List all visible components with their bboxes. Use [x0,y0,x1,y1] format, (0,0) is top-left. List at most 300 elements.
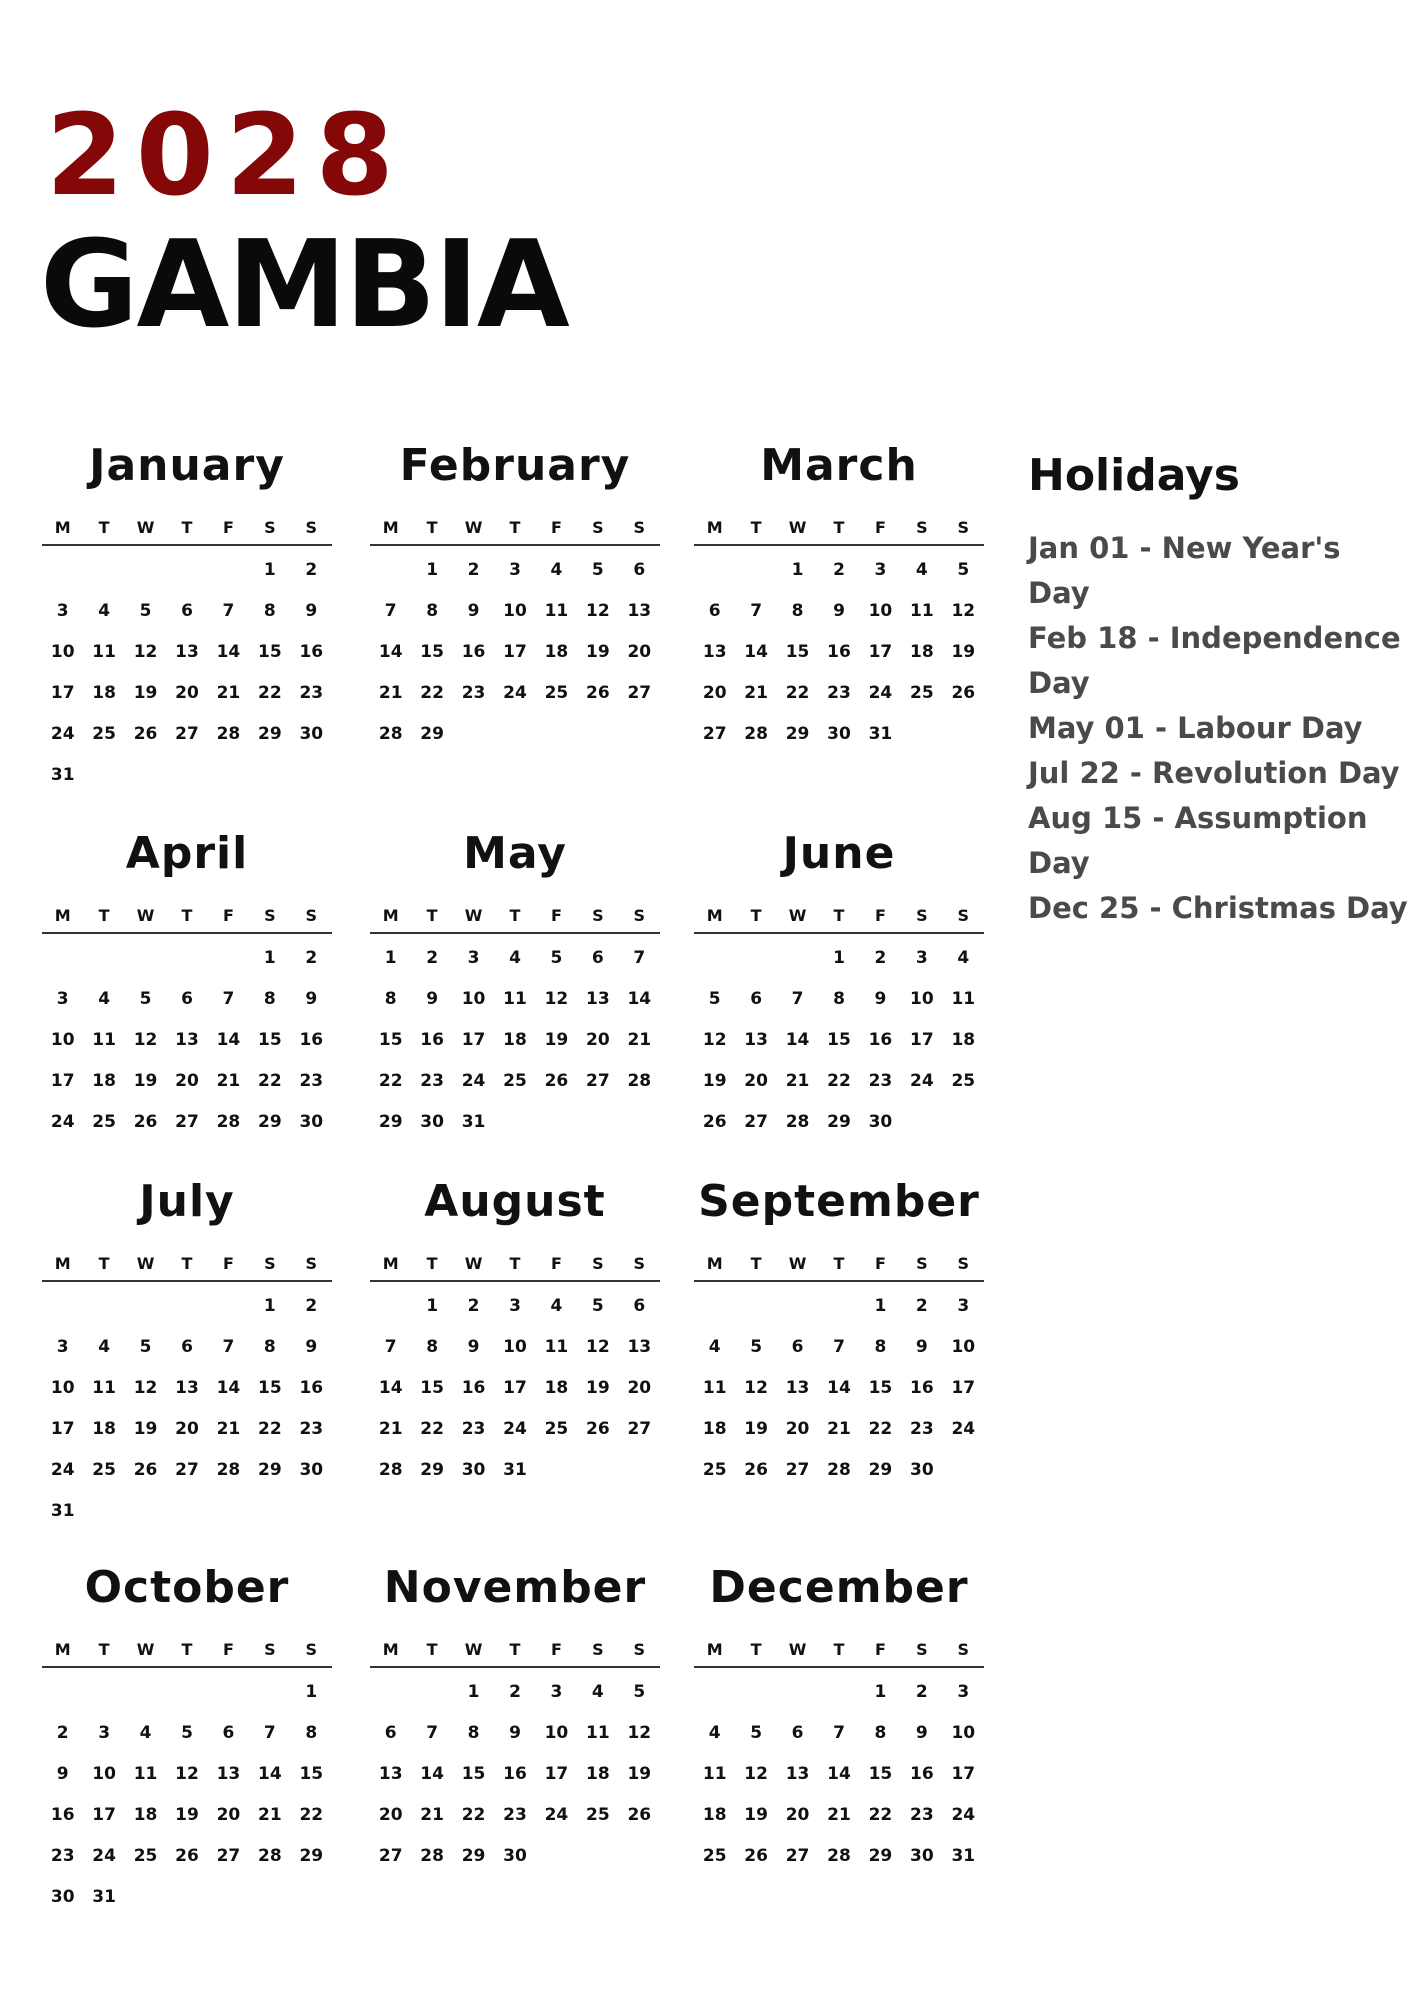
day-cell: 15 [868,1378,893,1398]
day-cell: 27 [586,1071,610,1091]
empty-cell [42,1286,83,1327]
month-title: July [139,1176,235,1227]
weekday-label: S [916,1254,928,1273]
day-cell: 26 [586,1419,610,1439]
weekday-label: S [957,906,970,925]
day-cell: 10 [50,642,75,662]
day-cell: 6 [181,1337,193,1357]
day-grid [42,1282,332,1532]
day-cell: 17 [461,1030,486,1050]
weekday-label: W [464,1640,483,1659]
day-cell: 10 [910,989,934,1009]
day-cell: 11 [702,1378,727,1398]
day-cell: 13 [175,1378,199,1398]
day-cell: 15 [258,642,282,662]
day-cell: 28 [378,1460,403,1480]
weekday-label: F [550,1254,562,1273]
day-cell: 20 [175,683,199,703]
day-cell: 11 [910,601,934,621]
day-grid [694,934,984,1143]
day-cell: 31 [503,1460,527,1480]
day-cell: 15 [420,1378,444,1398]
weekday-label: S [592,1254,604,1273]
day-cell: 28 [216,1112,241,1132]
month-october [42,1556,332,1918]
day-cell: 1 [426,560,439,580]
day-cell: 7 [222,601,235,621]
day-cell: 21 [627,1030,652,1050]
day-cell: 15 [827,1030,851,1050]
day-cell: 16 [910,1764,934,1784]
day-cell: 30 [50,1887,75,1907]
weekday-label: T [833,1254,845,1273]
day-cell: 5 [591,560,604,580]
day-cell: 28 [420,1846,444,1866]
day-cell: 1 [263,560,276,580]
day-cell: 15 [258,1378,282,1398]
empty-cell [42,550,83,591]
weekday-header [694,900,984,934]
empty-cell [694,1286,735,1327]
day-grid [42,934,332,1143]
day-cell: 24 [50,1460,75,1480]
day-cell: 13 [785,1764,810,1784]
weekday-header [42,1248,332,1282]
day-cell: 22 [299,1805,324,1825]
day-cell: 25 [951,1071,976,1091]
day-cell: 16 [461,1378,486,1398]
holiday-item: Dec 25 - Christmas Day [1028,891,1408,925]
day-cell: 20 [627,1378,652,1398]
weekday-label: M [54,906,71,925]
holidays-list [1028,526,1408,931]
day-cell: 5 [181,1723,193,1743]
day-cell: 10 [50,1030,75,1050]
weekday-label: T [181,906,193,925]
day-cell: 31 [868,724,893,744]
day-cell: 19 [951,642,976,662]
day-cell: 12 [586,1337,610,1357]
weekday-header [42,512,332,546]
day-cell: 11 [133,1764,158,1784]
day-cell: 8 [263,601,276,621]
empty-cell [370,1672,411,1713]
weekday-label: T [509,906,521,925]
day-cell: 27 [175,1460,199,1480]
day-cell: 6 [633,1296,646,1316]
day-cell: 26 [133,1112,158,1132]
day-cell: 14 [744,642,768,662]
empty-cell [42,938,83,979]
day-cell: 23 [299,1419,324,1439]
day-cell: 19 [702,1071,727,1091]
day-cell: 14 [827,1378,851,1398]
day-grid [370,546,660,755]
weekday-label: M [382,1640,399,1659]
empty-cell [777,938,818,979]
weekday-label: T [98,518,110,537]
day-cell: 10 [951,1723,976,1743]
day-cell: 24 [92,1846,116,1866]
day-cell: 2 [833,560,845,580]
day-cell: 6 [384,1723,397,1743]
day-cell: 15 [420,642,444,662]
day-cell: 2 [874,948,887,968]
day-cell: 8 [263,989,276,1009]
day-cell: 15 [868,1764,893,1784]
day-cell: 30 [827,724,851,744]
day-cell: 26 [702,1112,727,1132]
empty-cell [208,550,249,591]
day-cell: 31 [50,1501,75,1521]
day-cell: 21 [827,1805,851,1825]
weekday-label: T [509,1254,521,1273]
weekday-label: S [916,906,928,925]
day-cell: 19 [627,1764,652,1784]
month-title: August [424,1176,606,1227]
day-cell: 12 [627,1723,652,1743]
day-cell: 15 [258,1030,282,1050]
holiday-item: May 01 - Labour Day [1028,711,1363,745]
day-cell: 5 [957,560,970,580]
weekday-label: S [264,518,276,537]
day-cell: 5 [139,1337,152,1357]
empty-cell [777,1286,818,1327]
day-cell: 1 [833,948,845,968]
day-cell: 11 [951,989,976,1009]
day-cell: 14 [216,1030,241,1050]
day-cell: 12 [133,642,158,662]
day-cell: 8 [305,1723,318,1743]
day-cell: 29 [461,1846,486,1866]
day-cell: 21 [785,1071,810,1091]
day-cell: 7 [791,989,804,1009]
day-cell: 14 [420,1764,444,1784]
day-cell: 19 [133,1071,158,1091]
day-cell: 10 [868,601,893,621]
weekday-label: S [305,906,318,925]
day-cell: 3 [98,1723,111,1743]
empty-cell [83,938,124,979]
empty-cell [370,550,411,591]
day-cell: 11 [702,1764,727,1784]
day-grid [370,934,660,1143]
day-cell: 4 [98,989,111,1009]
country-title: GAMBIA [40,216,568,355]
weekday-label: T [833,906,845,925]
day-cell: 12 [544,989,569,1009]
day-cell: 19 [586,1378,610,1398]
weekday-label: S [592,518,604,537]
day-cell: 28 [258,1846,282,1866]
empty-cell [370,1286,411,1327]
day-cell: 25 [544,683,569,703]
day-cell: 24 [951,1419,976,1439]
day-cell: 28 [216,724,241,744]
day-cell: 17 [910,1030,934,1050]
day-cell: 9 [509,1723,521,1743]
day-cell: 22 [420,1419,444,1439]
day-cell: 29 [420,724,444,744]
day-cell: 20 [175,1419,199,1439]
empty-cell [735,1286,776,1327]
day-cell: 19 [544,1030,569,1050]
weekday-label: F [550,906,562,925]
day-cell: 22 [258,683,282,703]
day-cell: 29 [258,1112,282,1132]
day-cell: 23 [868,1071,893,1091]
day-cell: 19 [175,1805,199,1825]
day-cell: 6 [791,1337,804,1357]
day-cell: 9 [56,1764,69,1784]
day-cell: 24 [544,1805,569,1825]
day-cell: 30 [461,1460,486,1480]
day-cell: 4 [550,1296,563,1316]
empty-cell [735,938,776,979]
day-cell: 28 [627,1071,652,1091]
day-cell: 14 [216,642,241,662]
day-cell: 29 [299,1846,324,1866]
day-cell: 9 [305,601,318,621]
day-cell: 22 [868,1805,893,1825]
day-cell: 18 [544,642,569,662]
day-cell: 9 [833,601,845,621]
day-cell: 24 [50,1112,75,1132]
day-cell: 27 [627,1419,652,1439]
day-cell: 9 [915,1723,928,1743]
day-cell: 28 [827,1460,851,1480]
day-cell: 26 [744,1460,768,1480]
day-cell: 27 [627,683,652,703]
day-cell: 6 [181,601,193,621]
weekday-label: W [136,1640,155,1659]
day-cell: 21 [378,683,403,703]
day-cell: 28 [216,1460,241,1480]
day-cell: 18 [544,1378,569,1398]
empty-cell [208,1672,249,1713]
day-cell: 30 [299,1112,324,1132]
day-cell: 13 [586,989,610,1009]
empty-cell [166,1672,207,1713]
weekday-header [42,900,332,934]
empty-cell [694,550,735,591]
weekday-label: M [706,906,723,925]
empty-cell [83,550,124,591]
day-cell: 6 [708,601,721,621]
weekday-label: S [957,1254,970,1273]
weekday-header [694,1634,984,1668]
weekday-label: M [54,1254,71,1273]
day-cell: 25 [586,1805,610,1825]
day-cell: 1 [426,1296,439,1316]
day-cell: 20 [785,1419,810,1439]
day-cell: 16 [461,642,486,662]
weekday-label: S [633,1640,646,1659]
day-cell: 2 [305,560,318,580]
day-cell: 25 [92,1112,116,1132]
day-cell: 11 [92,642,116,662]
day-cell: 3 [56,1337,69,1357]
day-cell: 23 [299,683,324,703]
month-november [370,1556,660,1877]
day-cell: 6 [633,560,646,580]
day-cell: 26 [133,1460,158,1480]
day-cell: 23 [910,1805,934,1825]
day-cell: 7 [426,1723,439,1743]
day-cell: 30 [420,1112,444,1132]
day-cell: 5 [139,601,152,621]
empty-cell [735,1672,776,1713]
day-cell: 30 [868,1112,893,1132]
weekday-label: W [136,518,155,537]
weekday-label: T [181,518,193,537]
month-title: December [709,1562,969,1613]
day-cell: 29 [258,1460,282,1480]
day-cell: 14 [378,642,403,662]
weekday-label: S [633,1254,646,1273]
weekday-header [694,512,984,546]
empty-cell [694,1672,735,1713]
day-grid [370,1282,660,1491]
day-cell: 2 [467,560,480,580]
day-cell: 8 [791,601,804,621]
day-cell: 22 [785,683,810,703]
month-title: June [782,828,896,879]
day-cell: 1 [305,1682,318,1702]
day-cell: 8 [467,1723,480,1743]
day-cell: 11 [92,1030,116,1050]
day-cell: 9 [915,1337,928,1357]
day-cell: 9 [305,989,318,1009]
day-cell: 13 [175,642,199,662]
day-cell: 17 [92,1805,116,1825]
day-cell: 2 [305,948,318,968]
day-cell: 8 [263,1337,276,1357]
month-title: January [89,440,285,491]
day-cell: 3 [550,1682,563,1702]
day-cell: 20 [702,683,727,703]
day-cell: 8 [874,1723,887,1743]
day-cell: 19 [586,642,610,662]
month-title: September [698,1176,980,1227]
day-cell: 6 [222,1723,235,1743]
weekday-label: T [98,1640,110,1659]
month-april [42,822,332,1143]
day-cell: 4 [915,560,928,580]
day-cell: 20 [378,1805,403,1825]
month-february [370,434,660,755]
day-cell: 13 [744,1030,768,1050]
day-cell: 3 [957,1296,970,1316]
weekday-label: S [264,906,276,925]
empty-cell [694,938,735,979]
empty-cell [166,1286,207,1327]
holiday-item: Feb 18 - Independence Day [1028,621,1401,700]
weekday-label: S [305,1254,318,1273]
day-cell: 17 [503,1378,527,1398]
day-cell: 30 [503,1846,527,1866]
day-cell: 9 [305,1337,318,1357]
day-cell: 23 [827,683,851,703]
day-cell: 30 [910,1846,934,1866]
day-cell: 29 [258,724,282,744]
day-cell: 5 [139,989,152,1009]
day-cell: 27 [744,1112,768,1132]
day-cell: 22 [258,1071,282,1091]
weekday-label: W [464,518,483,537]
day-cell: 23 [420,1071,444,1091]
day-cell: 12 [702,1030,727,1050]
day-cell: 6 [181,989,193,1009]
day-cell: 11 [544,601,569,621]
day-cell: 21 [378,1419,403,1439]
day-cell: 18 [702,1419,727,1439]
day-cell: 16 [910,1378,934,1398]
weekday-label: F [874,518,886,537]
weekday-label: T [98,1254,110,1273]
day-cell: 12 [133,1378,158,1398]
day-cell: 19 [133,683,158,703]
weekday-label: S [264,1640,276,1659]
weekday-label: W [788,1640,807,1659]
empty-cell [818,1286,859,1327]
day-cell: 18 [503,1030,527,1050]
month-december [694,1556,984,1877]
weekday-header [370,512,660,546]
day-cell: 29 [378,1112,403,1132]
weekday-label: S [633,906,646,925]
day-cell: 4 [591,1682,604,1702]
day-cell: 7 [384,1337,397,1357]
weekday-label: F [874,1640,886,1659]
weekday-label: T [509,1640,521,1659]
day-cell: 3 [467,948,480,968]
day-cell: 31 [92,1887,116,1907]
day-cell: 24 [951,1805,976,1825]
day-cell: 28 [378,724,403,744]
month-august [370,1170,660,1491]
weekday-label: S [916,1640,928,1659]
day-cell: 20 [586,1030,610,1050]
weekday-label: S [916,518,928,537]
holiday-item: Jan 01 - New Year's Day [1028,531,1341,610]
day-cell: 17 [50,1419,75,1439]
day-cell: 2 [915,1682,928,1702]
day-grid [694,1668,984,1877]
day-cell: 26 [133,724,158,744]
day-cell: 13 [785,1378,810,1398]
day-cell: 4 [509,948,521,968]
day-cell: 29 [868,1846,893,1866]
day-cell: 3 [957,1682,970,1702]
weekday-label: W [464,1254,483,1273]
day-cell: 20 [175,1071,199,1091]
holiday-item: Jul 22 - Revolution Day [1028,756,1400,790]
day-cell: 10 [951,1337,976,1357]
day-cell: 8 [384,989,397,1009]
day-cell: 16 [299,642,324,662]
empty-cell [83,1286,124,1327]
day-cell: 20 [744,1071,768,1091]
day-cell: 20 [627,642,652,662]
day-cell: 23 [461,683,486,703]
day-cell: 10 [503,601,527,621]
weekday-label: M [54,518,71,537]
day-cell: 5 [750,1337,763,1357]
day-cell: 5 [708,989,721,1009]
day-cell: 16 [299,1378,324,1398]
weekday-label: S [592,1640,604,1659]
